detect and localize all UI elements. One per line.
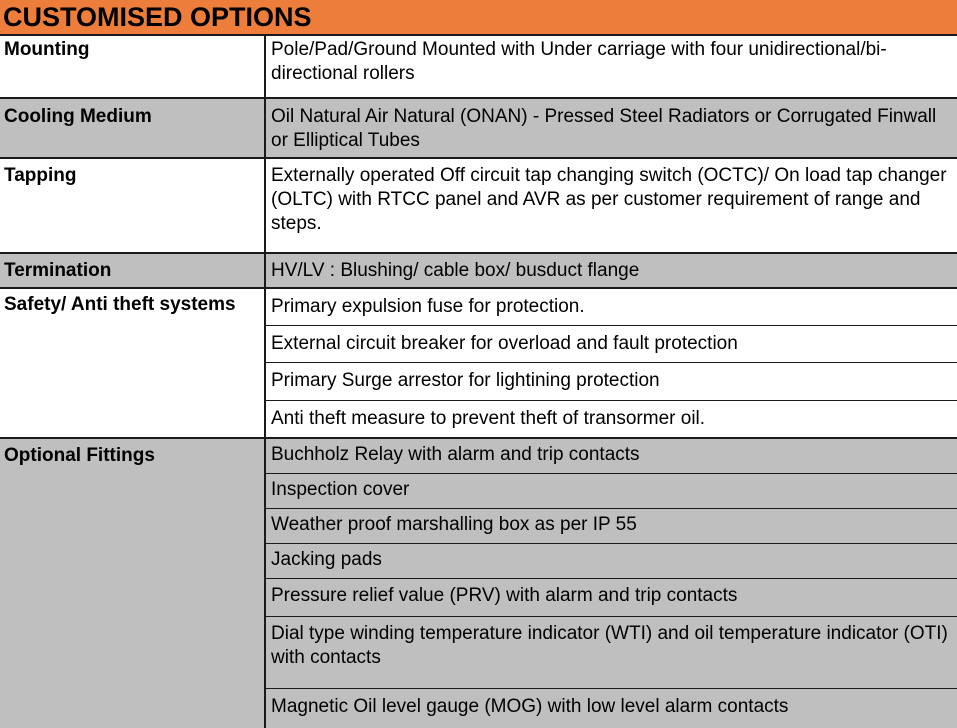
value-safety-3: Primary Surge arrestor for lightining protection [265,362,957,400]
divider [265,362,957,363]
options-table [0,36,957,728]
divider [265,325,957,326]
divider [265,473,957,474]
label-tapping: Tapping [0,158,265,253]
divider [0,157,957,159]
label-optional-fittings: Optional Fittings [0,438,265,728]
value-safety-2: External circuit breaker for overload and fault protection [265,325,957,362]
divider [0,97,957,99]
title-bar [0,0,957,36]
value-safety-4: Anti theft measure to prevent theft of transormer oil. [265,400,957,438]
label-cooling-medium: Cooling Medium [0,98,265,158]
value-safety-1: Primary expulsion fuse for protection. [265,288,957,325]
value-cooling-medium: Oil Natural Air Natural (ONAN) - Pressed Steel Radiators or Corrugated Finwall or Elliptical Tubes [265,98,957,158]
divider [265,578,957,579]
label-safety: Safety/ Anti theft systems [0,288,265,438]
divider [265,543,957,544]
divider [265,688,957,689]
value-tapping: Externally operated Off circuit tap changing switch (OCTC)/ On load tap changer (OLTC) with RTCC panel and AVR as per customer requirement of range and steps. [265,158,957,253]
sheet-title: CUSTOMISED OPTIONS [3,2,312,32]
value-optional-7: Magnetic Oil level gauge (MOG) with low level alarm contacts [265,688,957,728]
value-optional-5: Pressure relief value (PRV) with alarm and trip contacts [265,578,957,616]
divider [265,616,957,617]
divider [0,437,957,439]
value-termination: HV/LV : Blushing/ cable box/ busduct flange [265,253,957,288]
value-optional-2: Inspection cover [265,473,957,508]
value-optional-1: Buchholz Relay with alarm and trip contacts [265,438,957,473]
value-optional-4: Jacking pads [265,543,957,578]
divider [0,252,957,254]
value-mounting: Pole/Pad/Ground Mounted with Under carriage with four unidirectional/bi-directional rollers [265,36,957,98]
label-mounting: Mounting [0,36,265,98]
value-optional-6: Dial type winding temperature indicator (WTI) and oil temperature indicator (OTI) with contacts [265,616,957,688]
label-termination: Termination [0,253,265,288]
value-optional-3: Weather proof marshalling box as per IP 55 [265,508,957,543]
divider [265,400,957,401]
divider [0,287,957,289]
divider [265,508,957,509]
